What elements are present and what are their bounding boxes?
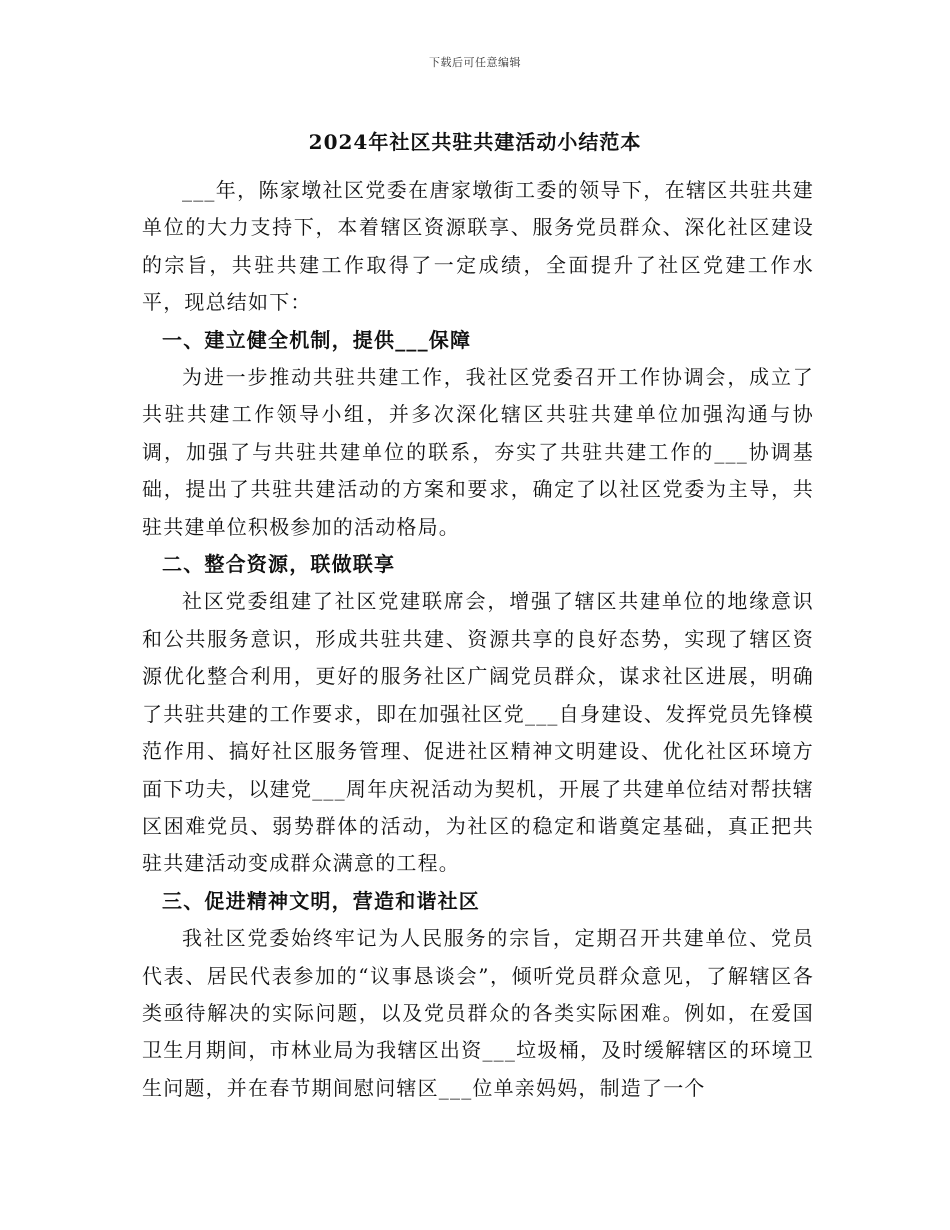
section-heading-1: 一、建立健全机制，提供___保障	[162, 327, 472, 352]
section-paragraph-2: 社区党委组建了社区党建联席会，增强了辖区共建单位的地缘意识和公共服务意识，形成共驻共建、资源共享的良好态势，实现了辖区资源优化整合利用，更好的服务社区广阔党员群众，谋求社区进展，明确了共驻共建的工作要求，即在加强社区党___自身建设、发挥党员先锋模范作用、搞好社区服务管理、促进社区精神文明建设、优化社区环境方面下功夫，以建党___周年庆祝活动为契机，开展了共建单位结对帮扶辖区困难党员、弱势群体的活动，为社区的稳定和谐奠定基础，真正把共驻共建活动变成群众满意的工程。	[142, 589, 814, 876]
header-note: 下载后可任意编辑	[429, 56, 521, 69]
section-heading-2: 二、整合资源，联做联享	[162, 552, 396, 577]
section-paragraph-3: 我社区党委始终牢记为人民服务的宗旨，定期召开共建单位、党员代表、居民代表参加的“议事恳谈会”，倾听党员群众意见，了解辖区各类亟待解决的实际问题，以及党员群众的各类实际困难。例如，在爱国卫生月期间，市林业局为我辖区出资___垃圾桶，及时缓解辖区的环境卫生问题，并在春节期间慰问辖区___位单亲妈妈，制造了一个	[142, 926, 814, 1100]
intro-paragraph: ___年，陈家墩社区党委在唐家墩街工委的领导下，在辖区共驻共建单位的大力支持下，本着辖区资源联享、服务党员群众、深化社区建设的宗旨，共驻共建工作取得了一定成绩，全面提升了社区党建工作水平，现总结如下：	[142, 178, 814, 315]
document-title: 2024年社区共驻共建活动小结范本	[308, 130, 642, 154]
document-body	[142, 172, 814, 1107]
section-paragraph-1: 为进一步推动共驻共建工作，我社区党委召开工作协调会，成立了共驻共建工作领导小组，并多次深化辖区共驻共建单位加强沟通与协调，加强了与共驻共建单位的联系，夯实了共驻共建工作的___协调基础，提出了共驻共建活动的方案和要求，确定了以社区党委为主导，共驻共建单位积极参加的活动格局。	[142, 365, 814, 539]
section-heading-3: 三、促进精神文明，营造和谐社区	[162, 888, 480, 913]
